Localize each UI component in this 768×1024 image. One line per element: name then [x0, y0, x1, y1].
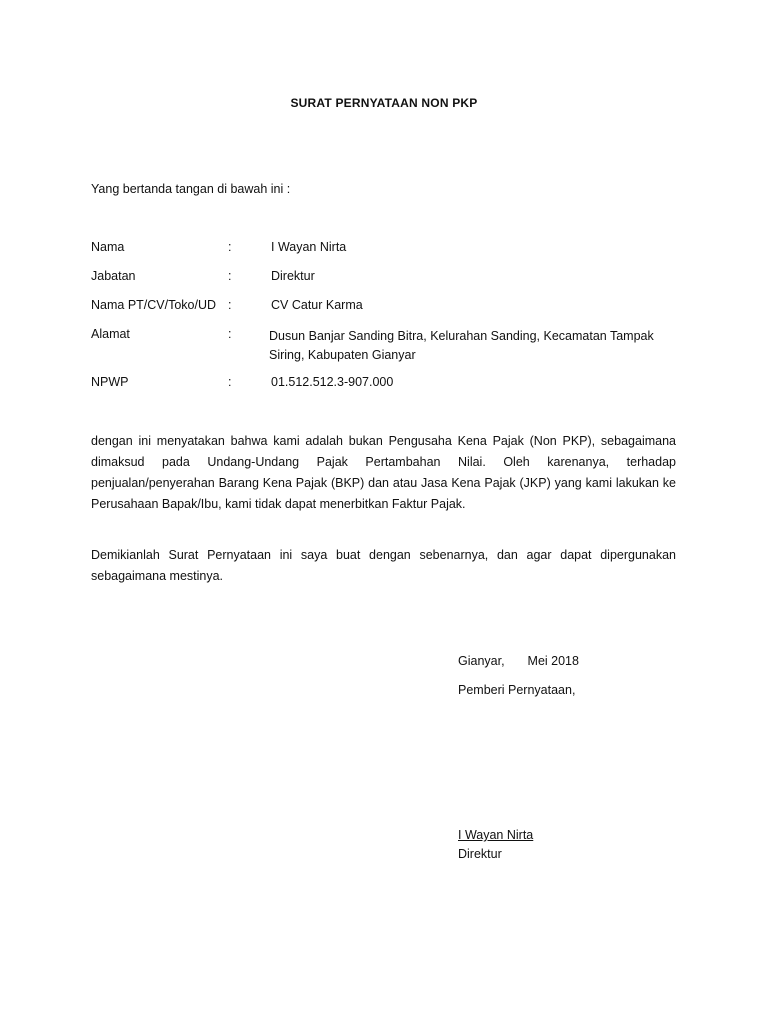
field-value: CV Catur Karma	[271, 298, 363, 312]
signature-role-line: Pemberi Pernyataan,	[458, 683, 576, 697]
field-value: Dusun Banjar Sanding Bitra, Kelurahan Sanding, Kecamatan Tampak Siring, Kabupaten Gianyar	[269, 329, 654, 362]
field-label: Nama	[91, 240, 125, 254]
closing-paragraph: Demikianlah Surat Pernyataan ini saya buat dengan sebenarnya, dan agar dapat dipergunakan sebagaimana mestinya.	[91, 548, 676, 583]
document-title: SURAT PERNYATAAN NON PKP	[290, 96, 478, 110]
field-label: NPWP	[91, 375, 129, 389]
statement-paragraph: dengan ini menyatakan bahwa kami adalah bukan Pengusaha Kena Pajak (Non PKP), sebagaimana dimaksud pada Undang-Undang Pajak Pertambahan Nilai. Oleh karenanya, terhadap penjualan/penyerahan Barang Kena Pajak (BKP) dan atau Jasa Kena Pajak (JKP) yang kami lakukan ke Perusahaan Bapak/Ibu, kami tidak dapat menerbitkan Faktur Pajak.	[91, 434, 676, 511]
signature-date: Mei 2018	[527, 654, 579, 668]
field-value: 01.512.512.3-907.000	[271, 375, 394, 389]
signature-place: Gianyar,	[458, 654, 505, 668]
field-colon: :	[228, 269, 232, 283]
field-colon: :	[228, 298, 232, 312]
intro-text: Yang bertanda tangan di bawah ini :	[91, 182, 291, 196]
field-label: Alamat	[91, 327, 130, 341]
signature-place-date	[458, 654, 579, 668]
signatory-position: Direktur	[458, 847, 502, 861]
field-label: Nama PT/CV/Toko/UD	[91, 298, 217, 312]
field-label: Jabatan	[91, 269, 136, 283]
field-value: Direktur	[271, 269, 315, 283]
signatory-name: I Wayan Nirta	[458, 828, 534, 842]
field-colon: :	[228, 240, 232, 254]
field-colon: :	[228, 327, 232, 341]
field-colon: :	[228, 375, 232, 389]
field-value: I Wayan Nirta	[271, 240, 347, 254]
